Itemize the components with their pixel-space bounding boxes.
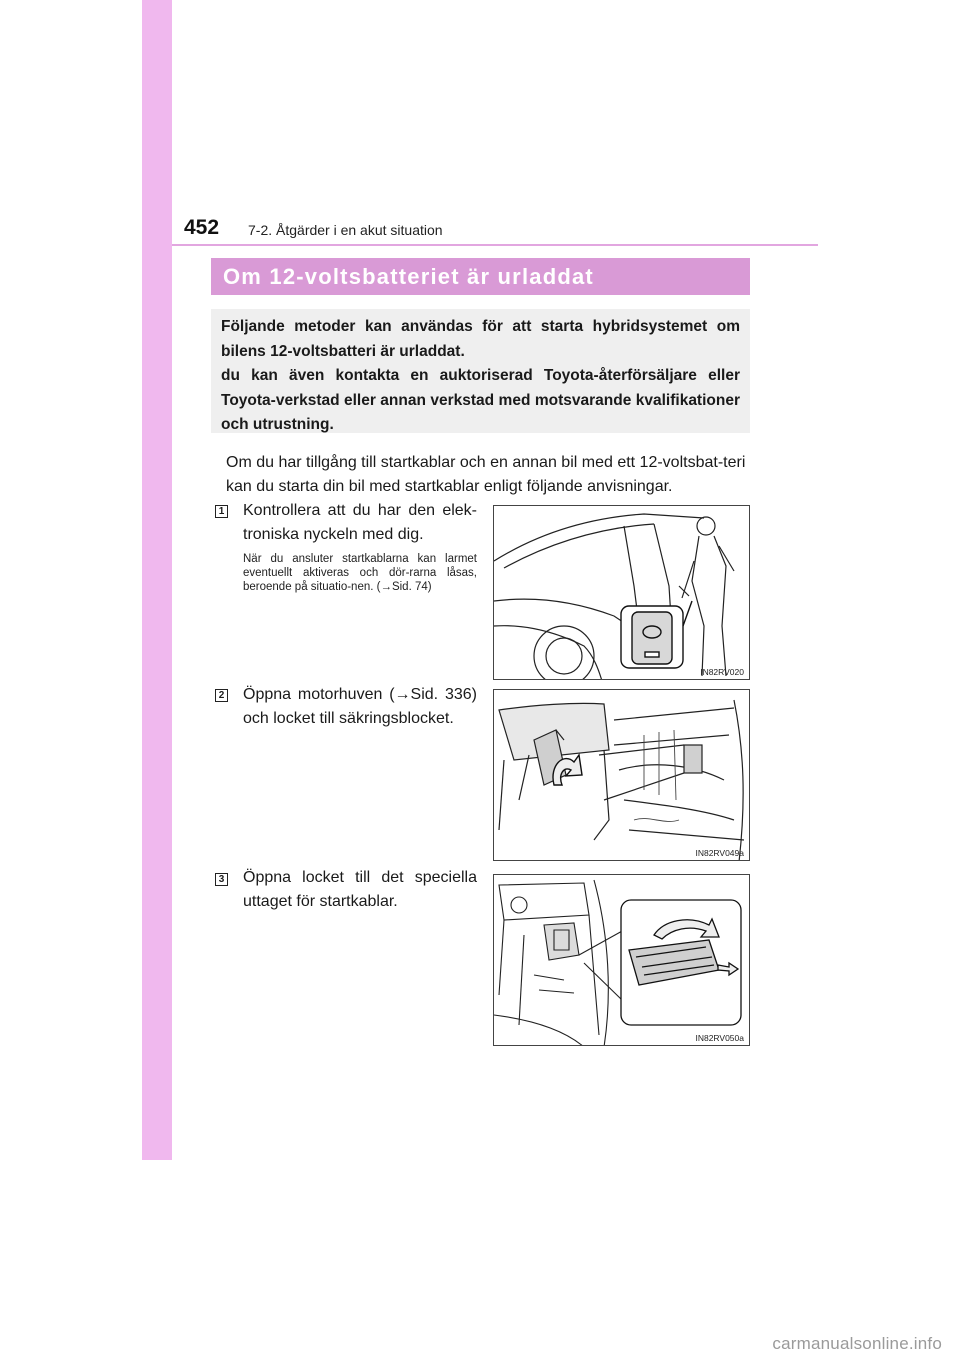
chapter-heading: 7-2. Åtgärder i en akut situation [248, 222, 443, 238]
step-3-text: Öppna locket till det speciella uttaget för startkablar. [243, 869, 477, 910]
side-color-band [142, 0, 172, 1160]
page-number: 452 [184, 216, 220, 239]
step-1-text: Kontrollera att du har den elek-troniska nyckeln med dig. [243, 502, 477, 543]
step-number-2: 2 [215, 689, 228, 702]
section-title-bar [211, 258, 750, 295]
intro-line-1: Följande metoder kan användas för att starta hybridsystemet om bilens 12-voltsbatteri är urladdat. [221, 318, 740, 360]
intro-line-2: du kan även kontakta en auktoriserad Toyota-återförsäljare eller Toyota-verkstad eller annan verkstad med motsvarande kvalifikationer och utrustning. [221, 367, 740, 434]
lead-paragraph: Om du har tillgång till startkablar och en annan bil med ett 12-voltsbat-teri kan du starta din bil med startkablar enligt följande anvisningar. [226, 454, 746, 495]
intro-box [211, 309, 750, 433]
car-door-with-key-icon [494, 506, 750, 680]
engine-fuse-box-icon [494, 690, 750, 861]
watermark: carmanualsonline.info [772, 1334, 942, 1353]
jump-start-terminal-icon [494, 875, 750, 1046]
step-number-3: 3 [215, 873, 228, 886]
figure-3-code: IN82RV050a [695, 1033, 744, 1043]
figure-2-code: IN82RV049a [695, 848, 744, 858]
figure-step-2 [493, 689, 750, 861]
step-number-1: 1 [215, 505, 228, 518]
step-2-text: Öppna motorhuven (→Sid. 336) och locket till säkringsblocket. [243, 686, 477, 727]
section-title: Om 12-voltsbatteriet är urladdat [223, 263, 594, 289]
figure-step-1 [493, 505, 750, 680]
figure-1-code: IN82RV020 [700, 667, 744, 677]
step-1-note: När du ansluter startkablarna kan larmet eventuellt aktiveras och dör-rarna låsas, beroende på situatio-nen. (→Sid. 74) [243, 553, 477, 593]
header-divider [172, 244, 818, 246]
figure-step-3 [493, 874, 750, 1046]
